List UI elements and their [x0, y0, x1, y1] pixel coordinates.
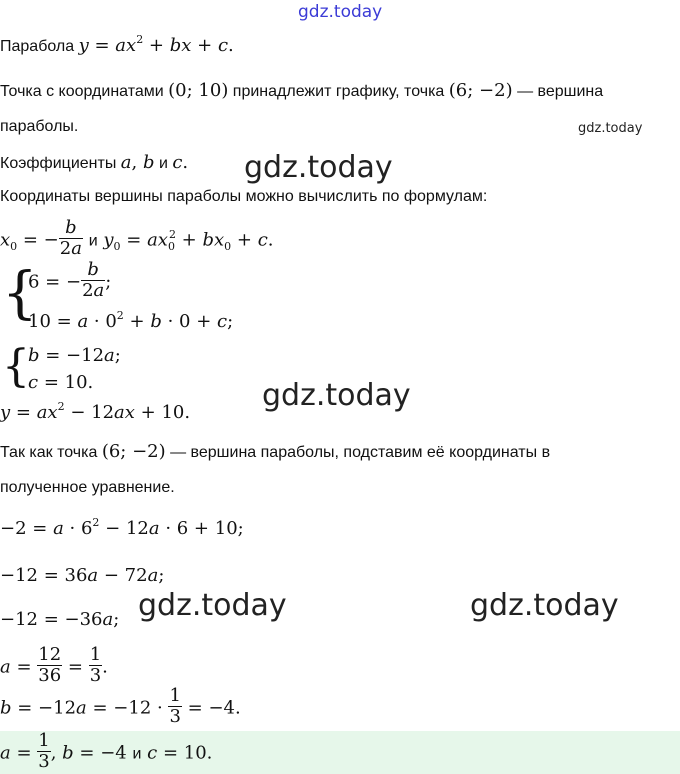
system-1-eq-2: $10 = a \cdot 0^2 + b \cdot 0 + c$; [28, 309, 234, 332]
watermark-big-3: gdz.today [138, 588, 287, 623]
coef-prefix: Коэффициенты [0, 155, 117, 172]
system-2-eq-1: b = −12a; [28, 345, 121, 366]
point-prefix: Точка с координатами [0, 83, 164, 100]
coefficients-line: Коэффициенты a, b и c. [0, 152, 189, 173]
watermark-top: gdz.today [298, 2, 383, 22]
system-2-eq-2: c = 10. [28, 372, 94, 393]
system-1-eq-1: 6 = − $\frac{b}{2a}$ ; [28, 259, 112, 301]
since-line [0, 441, 550, 462]
point-6-minus2: (6; −2) [448, 80, 513, 101]
system-brace-2: { [2, 341, 30, 392]
answer-line: a = $\frac{1}{3}$ , b = −4 и c = 10. [0, 730, 213, 772]
calc-line-5: b = −12a = −12 · $\frac{1}{3}$ = −4. [0, 685, 241, 727]
parabola-end: параболы. [0, 118, 79, 135]
calc-line-4: a = $\frac{12}{36}$ = $\frac{1}{3}$ . [0, 644, 108, 686]
system-brace-1: { [2, 261, 38, 326]
calc-line-3: −12 = −36a; [0, 609, 120, 630]
watermark-small: gdz.today [578, 121, 643, 136]
since-suffix: — вершина параболы, подставим её координаты в [170, 444, 551, 461]
problem-line-2 [0, 80, 603, 101]
answer-and: и [132, 745, 142, 763]
point-middle: принадлежит графику, точка [232, 83, 445, 100]
parabola-label: Парабола [0, 38, 75, 55]
parabola-equation: $y = ax^2$ + bx + c. [78, 33, 234, 56]
vertex-point: (6; −2) [101, 441, 166, 462]
calc-line-1: $-2 = a \cdot 6^2 - 12a \cdot 6 + 10$; [0, 516, 244, 539]
obtained-equation: полученное уравнение. [0, 479, 175, 496]
vertex-formula-intro: Координаты вершины параболы можно вычислить по формулам: [0, 188, 488, 205]
vertex-formulas: $x_0$ = − $\frac{b}{2a}$ и $y_0 = ax_0^2 + bx_0 + c$. [0, 217, 274, 259]
point-0-10: (0; 10) [168, 80, 229, 101]
coef-and: и [158, 155, 168, 172]
point-suffix: — вершина [517, 83, 604, 100]
since-prefix: Так как точка [0, 444, 98, 461]
calc-line-2: −12 = 36a − 72a; [0, 565, 165, 586]
problem-line-1 [0, 35, 234, 56]
and-1: и [88, 232, 98, 250]
watermark-big-1: gdz.today [244, 150, 393, 185]
resulting-equation: $y = ax^2 - 12ax + 10$. [0, 400, 191, 423]
watermark-big-4: gdz.today [470, 588, 619, 623]
watermark-big-2: gdz.today [262, 378, 411, 413]
